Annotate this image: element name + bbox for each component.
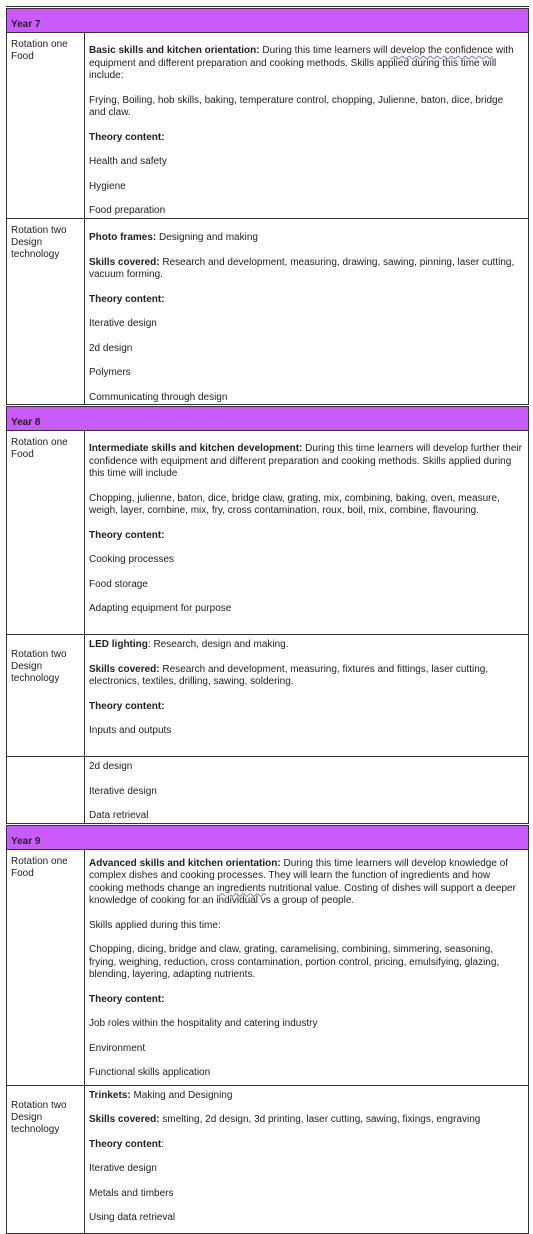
theory-item: Iterative design bbox=[89, 318, 157, 329]
theory-item: Hygiene bbox=[89, 180, 126, 192]
rotation-content bbox=[85, 1085, 529, 1233]
year-header bbox=[7, 406, 529, 431]
table-row-continued bbox=[7, 757, 529, 825]
theory-item: Adapting equipment for purpose bbox=[89, 603, 232, 614]
skills-paragraph: Frying, Boiling, hob skills, baking, temperature control, chopping, Julienne, baton, dice, bridge and claw. bbox=[89, 94, 504, 118]
skills-paragraph: Skills covered: smelting, 2d design, 3d printing, laser cutting, sawing, fixings, engraving bbox=[89, 1114, 481, 1125]
intro-paragraph: Photo frames: Designing and making bbox=[89, 232, 258, 243]
intro-paragraph: Basic skills and kitchen orientation: During this time learners will develop the confidence with equipment and different preparation and cooking methods. Skills applied during this time will include: bbox=[89, 45, 514, 81]
table-row bbox=[7, 33, 529, 219]
theory-item: Health and safety bbox=[89, 156, 167, 167]
table-row bbox=[7, 431, 529, 635]
rotation-content bbox=[85, 757, 529, 825]
curriculum-document bbox=[6, 6, 528, 1234]
theory-item: Functional skills application bbox=[89, 1067, 211, 1078]
theory-item: Polymers bbox=[89, 367, 131, 378]
theory-label: Theory content: bbox=[89, 293, 165, 305]
intro-paragraph: Trinkets: Making and Designing bbox=[89, 1089, 233, 1101]
year-title: Year 9 bbox=[11, 835, 41, 847]
rotation-content bbox=[85, 33, 529, 219]
theory-label: Theory content: bbox=[89, 131, 165, 143]
intro-paragraph: Advanced skills and kitchen orientation: During this time learners will develop knowledge of complex dishes and cooking processes. They will learn the function of ingredients and how cooking methods change an ingredients nutritional value. Costing of dishes will support a deeper knowledge of cooking for an individual vs a group of people. bbox=[89, 857, 516, 906]
rotation-content bbox=[85, 635, 529, 757]
theory-item: Using data retrieval bbox=[89, 1212, 176, 1223]
rotation-content bbox=[85, 431, 529, 635]
theory-item: Metals and timbers bbox=[89, 1187, 174, 1199]
curriculum-table bbox=[6, 6, 529, 1234]
year-header bbox=[7, 8, 529, 33]
skills-intro: Skills applied during this time: bbox=[89, 919, 221, 931]
rotation-label-empty bbox=[7, 757, 85, 825]
theory-item: Food storage bbox=[89, 578, 148, 590]
intro-paragraph: Intermediate skills and kitchen development: During this time learners will develop further their confidence with equipment and different preparation and cooking methods. Skills applied during this time will include bbox=[89, 443, 522, 479]
theory-item: Cooking processes bbox=[89, 554, 175, 565]
theory-item: Iterative design bbox=[89, 1163, 157, 1174]
theory-label: Theory content: bbox=[89, 529, 165, 541]
table-row bbox=[7, 219, 529, 406]
skills-paragraph: Chopping, julienne, baton, dice, bridge claw, grating, mix, combining, baking, oven, measure, weigh, layer, combine, mix, fry, cross contamination, roux, boil, mix, combine, flavouring. bbox=[89, 492, 500, 516]
skills-paragraph: Skills covered: Research and development, measuring, drawing, sawing, pinning, laser cutting, vacuum forming. bbox=[89, 256, 515, 280]
year-title: Year 8 bbox=[11, 417, 41, 428]
rotation-label: Rotation two Design technology bbox=[7, 1085, 85, 1233]
year-title: Year 7 bbox=[11, 19, 41, 30]
theory-item: Inputs and outputs bbox=[89, 725, 172, 736]
theory-label: Theory content: bbox=[89, 993, 165, 1005]
theory-label: Theory content: bbox=[89, 1138, 165, 1150]
rotation-label: Rotation one Food bbox=[7, 431, 85, 635]
theory-item: Job roles within the hospitality and catering industry bbox=[89, 1018, 318, 1029]
table-row bbox=[7, 849, 529, 1085]
theory-label: Theory content: bbox=[89, 700, 165, 712]
theory-item: 2d design bbox=[89, 761, 133, 772]
theory-item: Environment bbox=[89, 1042, 146, 1054]
theory-item: Communicating through design bbox=[89, 391, 228, 403]
theory-item: Food preparation bbox=[89, 205, 166, 216]
table-row bbox=[7, 635, 529, 757]
rotation-content bbox=[85, 849, 529, 1085]
skills-paragraph: Chopping, dicing, bridge and claw, grating, caramelising, combining, simmering, seasoning, frying, weighing, reduction, cross contamination, portion control, pricing, emulsifying, glazing, blending, layering, adapting nutrients. bbox=[89, 944, 500, 980]
table-row bbox=[7, 1085, 529, 1233]
theory-item: Data retrieval bbox=[89, 810, 149, 821]
rotation-label: Rotation one Food bbox=[7, 33, 85, 219]
rotation-content bbox=[85, 219, 529, 406]
intro-paragraph: LED lighting: Research, design and making. bbox=[89, 639, 289, 650]
rotation-label: Rotation two Design technology bbox=[7, 219, 85, 406]
year-header bbox=[7, 824, 529, 849]
skills-paragraph: Skills covered: Research and development, measuring, fixtures and fittings, laser cutting, electronics, textiles, drilling, sawing, soldering. bbox=[89, 663, 489, 687]
rotation-label: Rotation one Food bbox=[7, 849, 85, 1085]
theory-item: 2d design bbox=[89, 342, 133, 354]
theory-item: Iterative design bbox=[89, 785, 157, 797]
rotation-label: Rotation two Design technology bbox=[7, 635, 85, 757]
